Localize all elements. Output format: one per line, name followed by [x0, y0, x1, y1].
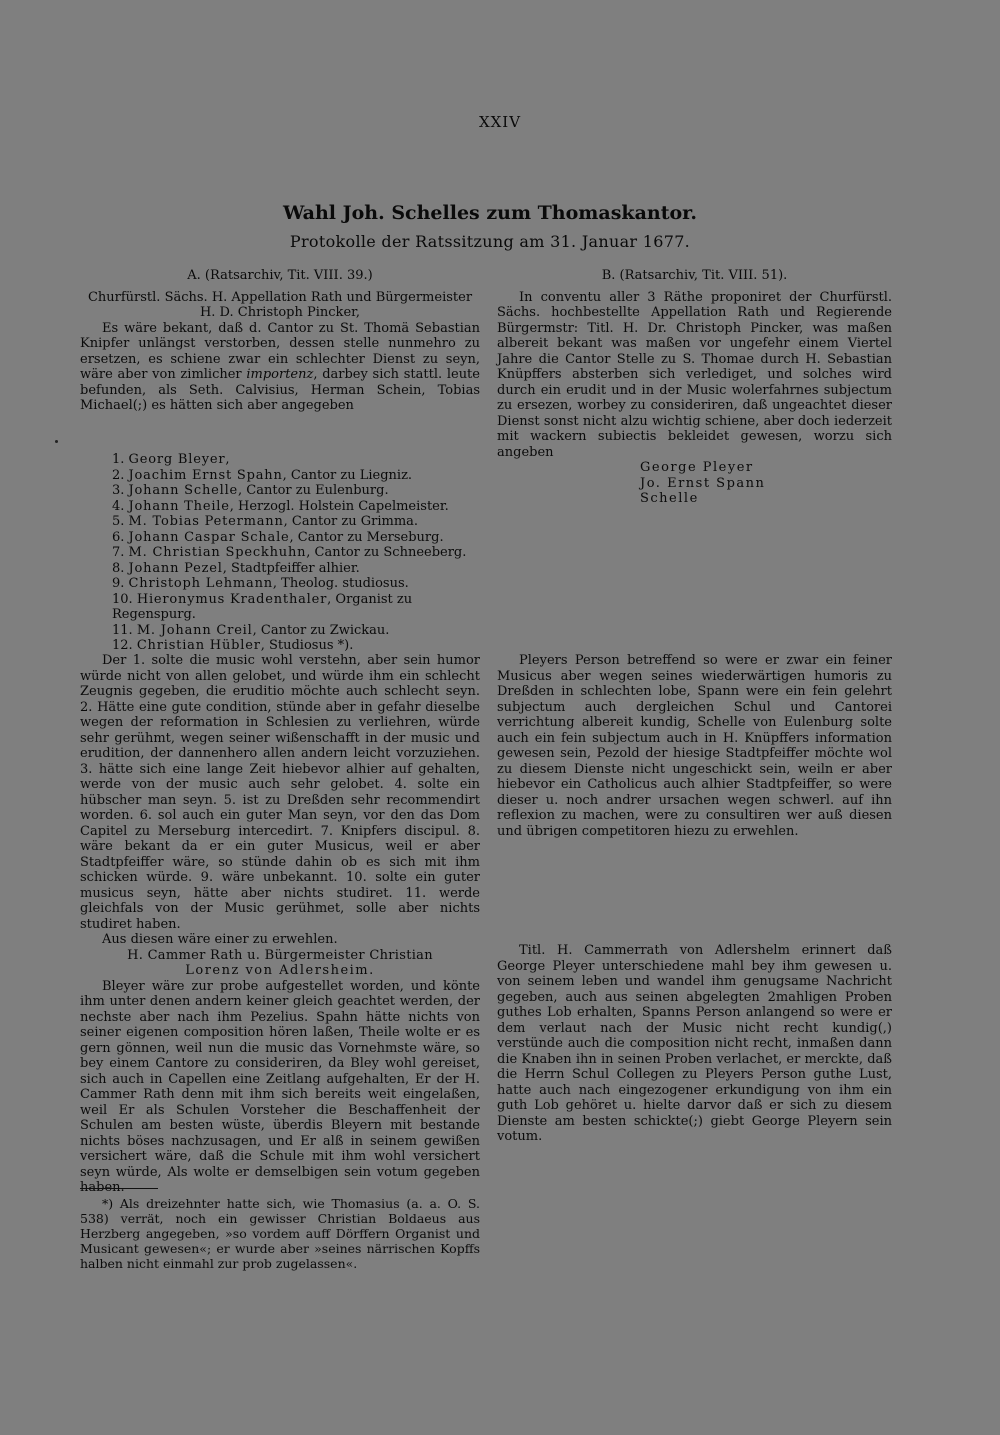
- candidate-detail: , Stadtpfeiffer alhier.: [222, 560, 360, 576]
- candidate-name: M. Johann Creil: [136, 622, 253, 638]
- margin-mark: [55, 440, 58, 443]
- candidate-item: [112, 561, 480, 577]
- candidate-detail: , Theolog. studiosus.: [272, 576, 409, 591]
- applicant-list: [497, 460, 892, 507]
- candidate-number: 10.: [112, 591, 137, 607]
- column-a-intro: Es wäre bekant, daß d. Cantor zu St. Thomä Sebastian Knipfer unlängst verstorben, dessen stelle nunmehro zu ersetzen, es schiene zwar ein schlechter Dienst zu seyn, wäre aber von zimlicher importenz, darbey sich stattl. leute befunden, als Seth. Calvisius, Herman Schein, Tobias Michael(;) es hätten sich aber angegeben: [80, 320, 480, 413]
- candidate-item: [112, 483, 480, 499]
- candidate-detail: , Cantor zu Merseburg.: [289, 529, 444, 545]
- candidate-detail: , Cantor zu Grimma.: [283, 514, 419, 529]
- candidate-item: [112, 638, 480, 654]
- document-title: Wahl Joh. Schelles zum Thomaskantor.: [282, 202, 698, 224]
- candidate-item: [112, 592, 480, 623]
- footnote-text: *) Als dreizehnter hatte sich, wie Thomasius (a. a. O. S. 538) verrät, noch ein gewisser Christian Boldaeus aus Herzberg angegeben, »so vordem auff Dörffern Organist und Musicant gewesen«; er wurde aber »seines närrischen Kopffs halben nicht einmahl zur prob zugelassen«.: [80, 1196, 480, 1271]
- candidate-number: 2.: [112, 467, 129, 483]
- candidate-item: [112, 499, 480, 515]
- candidate-name: Johann Theile: [128, 498, 230, 514]
- candidate-number: 5.: [112, 514, 129, 529]
- candidate-number: 6.: [112, 529, 129, 545]
- column-a-votes: [80, 653, 480, 1196]
- page-number: XXIV: [478, 113, 522, 131]
- candidate-number: 7.: [112, 545, 129, 560]
- column-b-intro: In conventu aller 3 Räthe proponiret der Churfürstl. Sächs. hochbestellte Appellation Rath und Regierende Bürgermstr: Titl. H. Dr. Christoph Pincker, was maßen albereit bekant was maßen vor ungefehr einem Viertel Jahre die Cantor Stelle zu S. Thomae durch H. Sebastian Knüpffers absterben sich verlediget, und solches wird durch ein erudit und in der Music wolerfahrnes subjectum zu ersezen, worbey zu consideriren, daß ungeachtet dieser Dienst sonst nicht alzu wichtig schiene, aber doch iederzeit mit wackern subiectis bekleidet gewesen, worzu sich angeben: [497, 289, 892, 460]
- column-b-header: [497, 268, 892, 507]
- b-vote-2-text: Titl. H. Cammerrath von Adlershelm erinnert daß George Pleyer unterschiedene mahl bey ihm gewesen u. von seinem leben und wandel ihm genugsame Nachricht gegeben, auch aus seinen abgelegten 2mahligen Proben guthes Lob erhalten, Spanns Person anlangend so were er dem verlaut nach der Music nicht recht kundig(,) verstünde auch die composition nicht recht, inmaßen dann die Knaben ihn in seinen Proben verlachet, er merckte, daß die Herrn Schul Collegen zu Pleyers Person guthe Lust, hatte auch nach eingezogener erkundigung von ihm ein guth Lob gehöret u. hielte darvor daß er sich zu diesem Dienste am besten schickte(;) giebt George Pleyern sein votum.: [497, 943, 892, 1144]
- candidate-detail: ,: [225, 452, 230, 467]
- candidate-name: Christoph Lehmann: [128, 576, 273, 591]
- candidate-number: 11.: [112, 622, 137, 638]
- candidate-name: Johann Schelle: [128, 483, 239, 498]
- column-a-header: [80, 268, 480, 414]
- vote-1-text: Der 1. solte die music wohl verstehn, aber sein humor würde nicht von allen gelobet, und würde ihm ein schlecht Zeugnis gegeben, die eruditio möchte auch schlecht seyn. 2. Hätte eine gute condition, stünde aber in gefahr dieselbe wegen der reformation in Schlesien zu verliehren, würde sehr gerühmt, wegen seiner wißenschafft in der music und erudition, der dannenhero allen andern leicht vorzuziehen. 3. hätte sich eine lange Zeit hiebevor alhier auf gehalten, werde von der music auch sehr gelobet. 4. solte ein hübscher man seyn. 5. ist zu Dreßden sehr recommendirt worden. 6. sol auch ein guter Man seyn, vor den das Dom Capitel zu Merseburg intercedirt. 7. Knipfers discipul. 8. wäre bekant da er ein guter Musicus, weil er aber Stadtpfeiffer wäre, so stünde dahin ob es sich mit ihm schicken würde. 9. wäre unbekannt. 10. solte ein guter musicus seyn, hätte aber nichts studiret. 11. werde gleichfals von der Music gerühmet, solle aber nichts studiret haben.: [80, 653, 480, 932]
- candidate-item: [112, 623, 480, 639]
- candidate-item: [112, 514, 480, 530]
- candidate-item: [112, 468, 480, 484]
- vote-1-end: Aus diesen wäre einer zu erwehlen.: [102, 932, 338, 947]
- speaker-2-line-1: H. Cammer Rath u. Bürgermeister Christian: [127, 947, 433, 963]
- candidate-detail: , Cantor zu Zwickau.: [252, 622, 390, 638]
- candidate-number: 3.: [112, 483, 129, 498]
- candidate-name: Hieronymus Kradenthaler: [136, 591, 328, 607]
- candidate-detail: , Herzogl. Holstein Capelmeister.: [229, 498, 449, 514]
- column-a-heading: A. (Ratsarchiv, Tit. VIII. 39.): [187, 268, 373, 283]
- candidate-detail: , Cantor zu Eulenburg.: [238, 483, 389, 498]
- document-subtitle: Protokolle der Ratssitzung am 31. Januar 1677.: [289, 232, 691, 251]
- column-b-heading: B. (Ratsarchiv, Tit. VIII. 51).: [601, 268, 788, 283]
- candidate-item: [112, 452, 480, 468]
- b-vote-1-text: Pleyers Person betreffend so were er zwar ein feiner Musicus aber wegen seines wiederwärtigen humoris zu Dreßden in schlechten lobe, Spann were ein fein gelehrt subjectum auch dergleichen Schul und Cantorei verrichtung albereit kundig, Schelle von Eulenburg solte auch ein fein subjectum auch in H. Knüpffers information gewesen sein, Pezold der hiesige Stadtpfeiffer möchte wol zu diesem Dienste nicht ungeschickt sein, weiln er aber hiebevor ein Catholicus auch alhier Stadtpfeiffer, so were dieser u. noch andrer ursachen wegen schwerl. auf ihn reflexion zu machen, were zu consultiren wer auß diesen und übrigen competitoren hiezu zu erwehlen.: [497, 653, 892, 839]
- candidate-detail: , Studiosus *).: [260, 638, 354, 653]
- candidate-number: 4.: [112, 498, 129, 514]
- candidate-detail: , Organist zu Regenspurg.: [112, 591, 413, 622]
- candidate-name: M. Christian Speckhuhn: [128, 545, 307, 560]
- candidate-item: [112, 545, 480, 561]
- candidate-list: [80, 452, 480, 654]
- candidate-number: 8.: [112, 560, 129, 576]
- applicant-item: Jo. Ernst Spann: [640, 475, 766, 491]
- candidate-item: [112, 530, 480, 546]
- candidate-name: M. Tobias Petermann: [128, 514, 284, 529]
- addressee-line-2: H. D. Christoph Pincker,: [199, 305, 361, 320]
- candidate-name: Joachim Ernst Spahn: [128, 467, 283, 483]
- applicant-item: Schelle: [640, 491, 699, 506]
- addressee-line-1: Churfürstl. Sächs. H. Appellation Rath und Bürgermeister: [87, 289, 473, 305]
- candidate-item: [112, 576, 480, 592]
- speaker-2-line-2: Lorenz von Adlersheim.: [185, 963, 375, 978]
- candidate-number: 1.: [112, 452, 129, 467]
- column-b-vote-2: [497, 943, 892, 1145]
- candidate-detail: , Cantor zu Liegniz.: [282, 467, 413, 483]
- applicant-item: George Pleyer: [640, 460, 754, 475]
- candidate-number: 12.: [112, 638, 137, 653]
- candidate-name: Georg Bleyer: [128, 452, 226, 467]
- candidate-detail: , Cantor zu Schneeberg.: [306, 545, 467, 560]
- vote-2-text: Bleyer wäre zur probe aufgestellet worden, und könte ihm unter denen andern keiner gleich geachtet werden, der nechste aber nach ihm Pezelius. Spahn hätte nichts von seiner eigenen composition hören laßen, Theile wolte er es gern gönnen, weil nun die music das Vornehmste wäre, so bey einem Cantore zu consideriren, da Bley wohl gereiset, sich auch in Capellen eine Zeitlang aufgehalten, Er der H. Cammer Rath denn mit ihm sich bereits weit eingelaßen, weil Er als Schulen Vorsteher die Beschaffenheit der Schulen am besten wüste, überdis Bleyern mit bestande nichts böses nachzusagen, und Er alß in seinem gewißen versichert wäre, daß die Schule mit ihm wohl versichert seyn würde, Als wolte er demselbigen sein votum gegeben haben.: [80, 978, 480, 1195]
- candidate-name: Johann Caspar Schale: [128, 529, 290, 545]
- candidate-name: Johann Pezel: [128, 560, 223, 576]
- candidate-number: 9.: [112, 576, 129, 591]
- footnote: [80, 1196, 480, 1271]
- candidate-name: Christian Hübler: [136, 638, 261, 653]
- footnote-rule: [80, 1188, 158, 1189]
- column-b-vote-1: [497, 653, 892, 839]
